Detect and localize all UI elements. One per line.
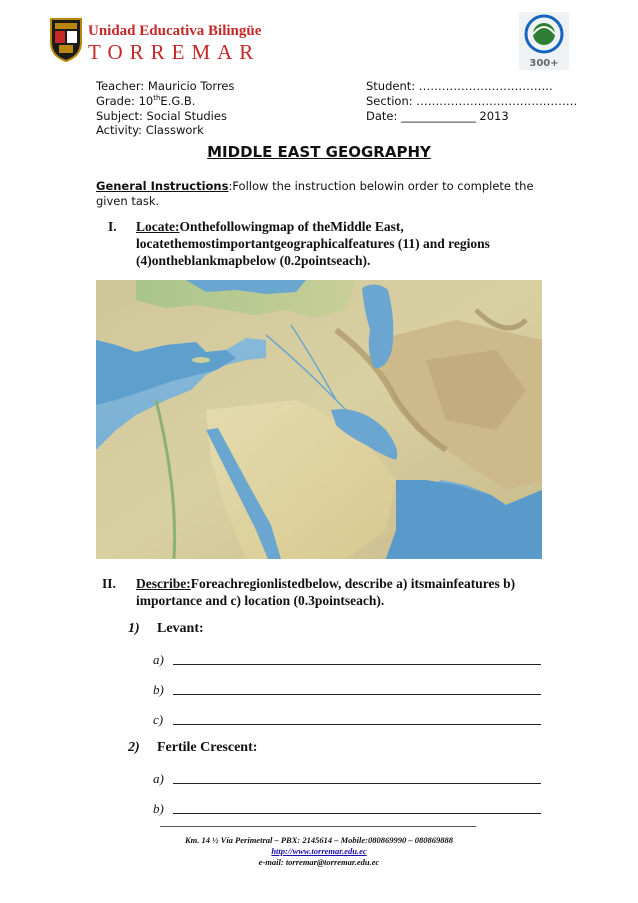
- teacher-field: Teacher: Mauricio Torres: [96, 79, 235, 93]
- school-brand: TORREMAR: [88, 40, 261, 64]
- school-name: Unidad Educativa Bilingüe: [88, 23, 262, 39]
- item-1-answer-b-line[interactable]: [173, 694, 541, 695]
- footer-divider: [160, 826, 476, 827]
- anniversary-seal-logo: [519, 12, 569, 70]
- middle-east-relief-map: [96, 280, 542, 559]
- item-1-label: Levant:: [157, 621, 204, 636]
- section-field: Section: ……………………………………: [366, 94, 578, 108]
- seal-number: 300+: [529, 58, 559, 69]
- item-1-number: 1): [128, 621, 140, 636]
- activity-field: Activity: Classwork: [96, 123, 204, 137]
- item-2-answer-a-line[interactable]: [173, 783, 541, 784]
- item-2-line-a-label: a): [153, 771, 164, 786]
- item-2-line-b-label: b): [153, 801, 164, 816]
- item-1-line-b-label: b): [153, 682, 164, 697]
- student-field: Student: ……………………………..: [366, 79, 553, 93]
- subject-field: Subject: Social Studies: [96, 109, 227, 123]
- item-1-answer-c-line[interactable]: [173, 724, 541, 725]
- general-instructions: General Instructions:Follow the instruction belowin order to complete the given task.: [96, 179, 534, 208]
- section-2-instruction: Describe:Foreachregionlistedbelow, describe a) itsmainfeatures b) importance and c) location (0.3pointseach).: [136, 576, 516, 608]
- footer-website-link[interactable]: http://www.torremar.edu.ec: [271, 846, 367, 856]
- grade-field: Grade: 10thE.G.B.: [96, 94, 196, 108]
- item-1-line-a-label: a): [153, 652, 164, 667]
- section-2-number: II.: [102, 576, 116, 591]
- school-crest-logo: [49, 16, 83, 62]
- item-1-answer-a-line[interactable]: [173, 664, 541, 665]
- section-1-number: I.: [108, 219, 117, 234]
- section-1-instruction: Locate:Onthefollowingmap of theMiddle East, locatethemostimportantgeographicalfeatures (11) and regions (4)ontheblankmapbelow (0.2pointseach).: [136, 219, 490, 268]
- footer-email: e-mail: torremar@torremar.edu.ec: [258, 857, 380, 867]
- item-2-label: Fertile Crescent:: [157, 740, 258, 755]
- item-1-line-c-label: c): [153, 712, 164, 727]
- date-field: Date: _____________ 2013: [366, 109, 509, 123]
- footer-address: Km. 14 ½ Vía Perimetral – PBX: 2145614 – Mobile:080869990 – 080869888: [185, 835, 453, 845]
- page-title: MIDDLE EAST GEOGRAPHY: [207, 143, 431, 161]
- item-2-answer-b-line[interactable]: [173, 813, 541, 814]
- item-2-number: 2): [128, 740, 140, 755]
